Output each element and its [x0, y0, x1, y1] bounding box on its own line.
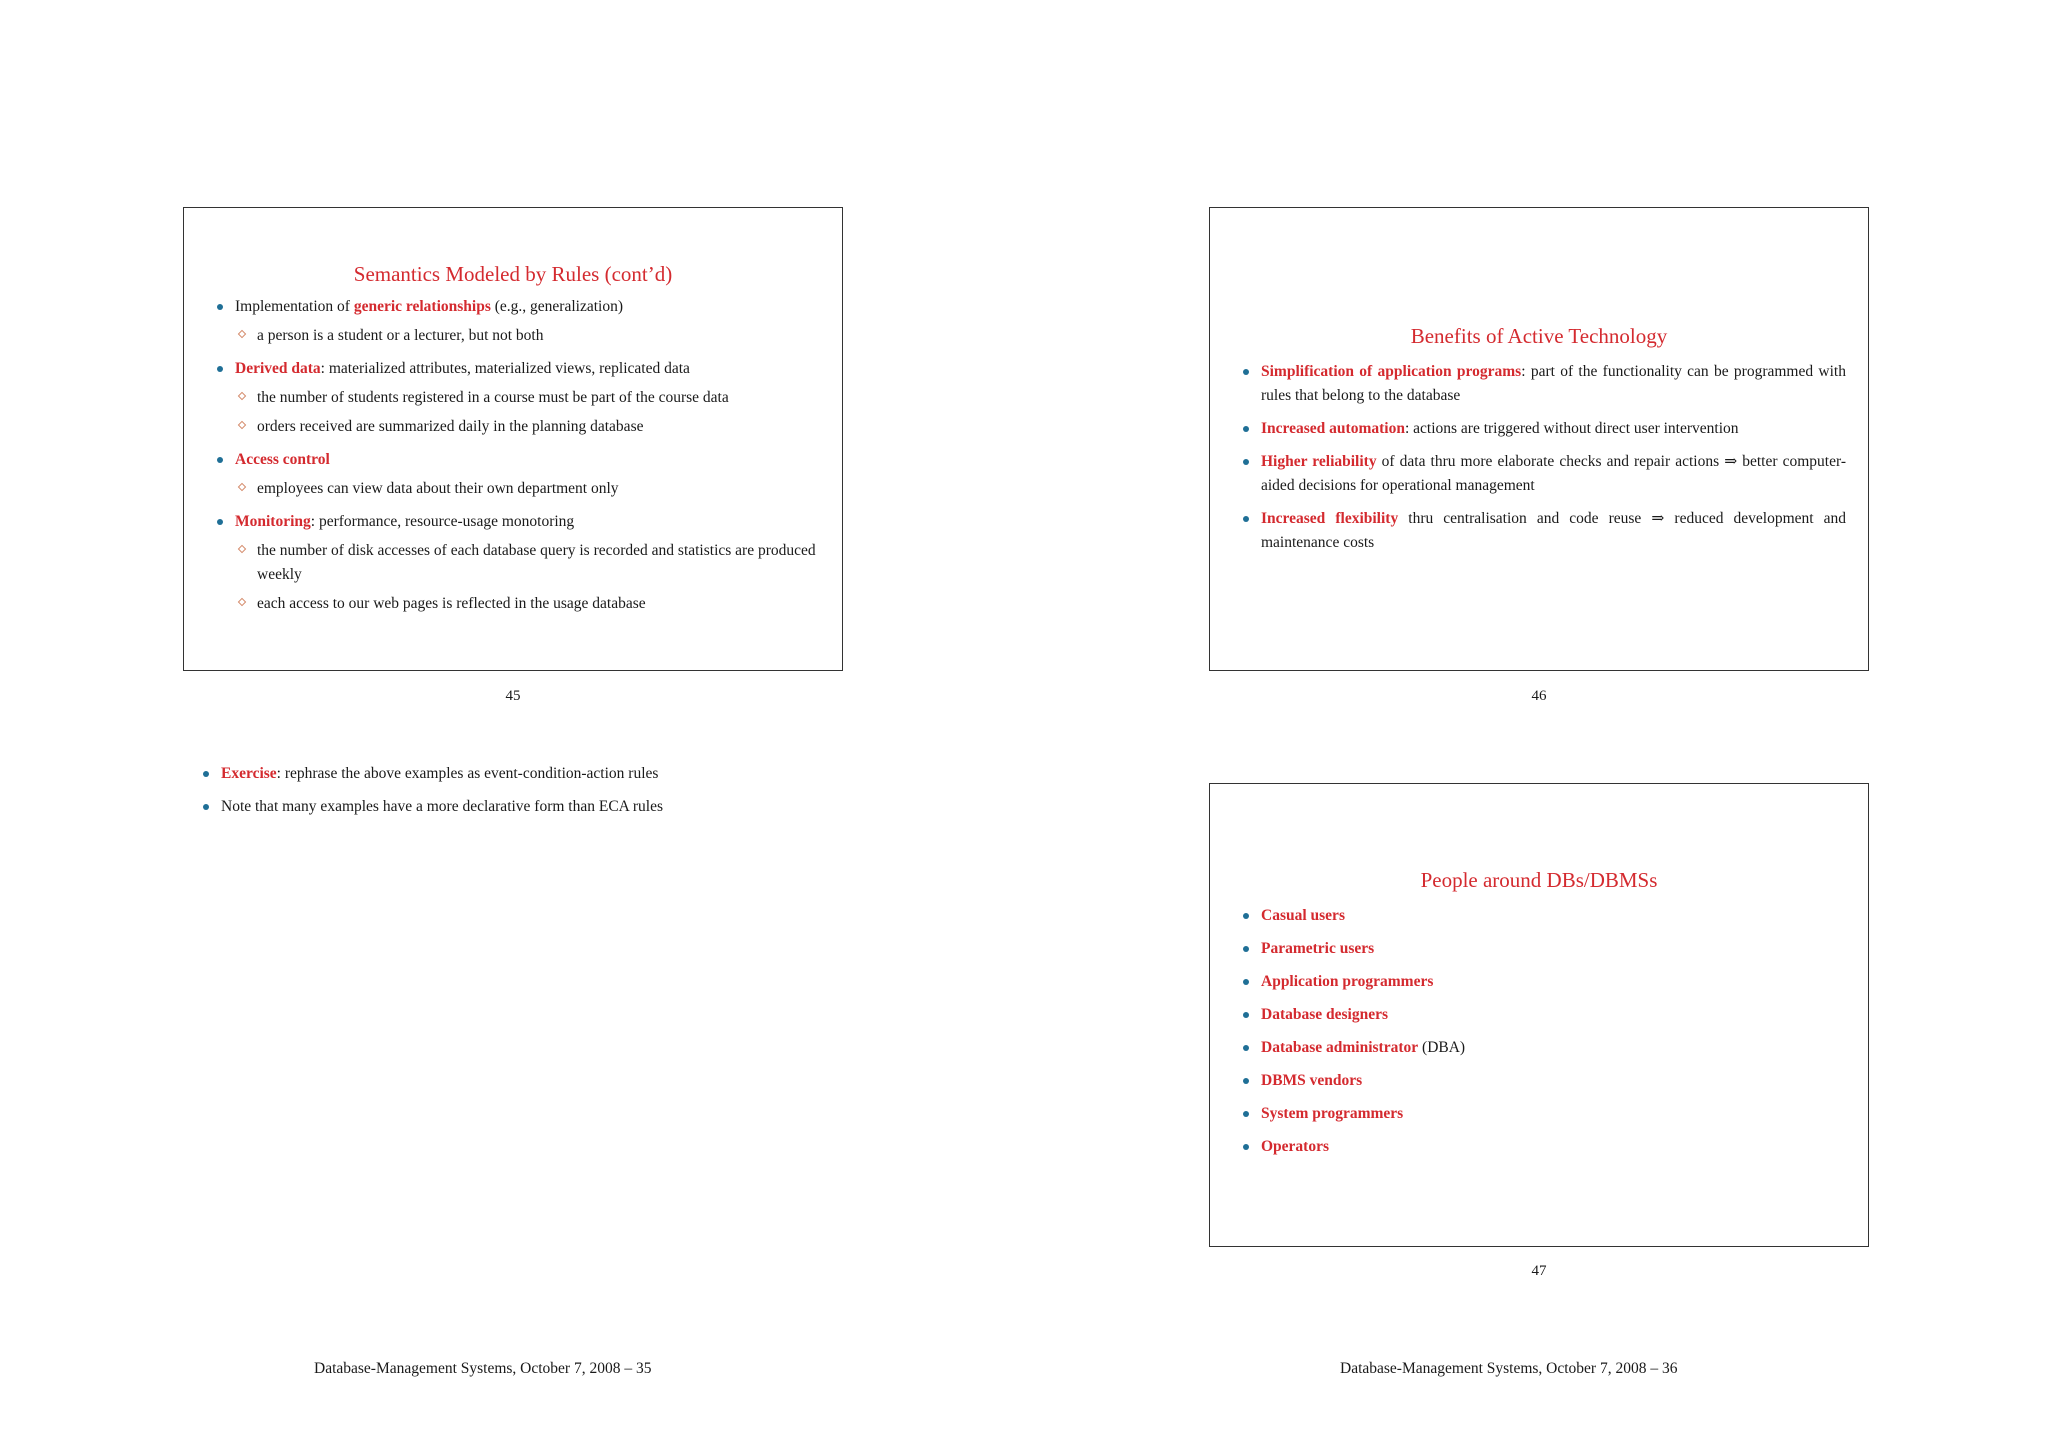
bullet-item: DBMS vendors	[1243, 1069, 1846, 1093]
note-item: Note that many examples have a more declarative form than ECA rules	[203, 795, 663, 819]
bullet-dot-icon	[1243, 1111, 1249, 1117]
footer-right: Database-Management Systems, October 7, 2008 – 36	[1340, 1360, 1678, 1377]
diamond-icon	[238, 421, 246, 429]
page-number: 46	[1531, 688, 1547, 704]
sub-item: orders received are summarized daily in the planning database	[217, 415, 820, 439]
bullet-dot-icon	[217, 457, 223, 463]
bullet-list	[1243, 360, 1846, 555]
slide-title: Benefits of Active Technology	[1410, 324, 1668, 348]
key-term: Access control	[235, 451, 330, 468]
notes-list	[203, 762, 663, 819]
bullet-item: Simplification of application programs: part of the functionality can be programmed with rules that belong to the database	[1243, 360, 1846, 408]
sub-item: employees can view data about their own department only	[217, 477, 820, 501]
key-term: Increased automation	[1261, 420, 1405, 437]
bullet-dot-icon	[1243, 516, 1249, 522]
sub-item: the number of disk accesses of each database query is recorded and statistics are produced weekly	[217, 539, 820, 587]
note-item: Exercise: rephrase the above examples as event-condition-action rules	[203, 762, 663, 786]
bullet-item: Monitoring: performance, resource-usage monotoring	[217, 510, 820, 534]
bullet-dot-icon	[217, 304, 223, 310]
diamond-icon	[238, 598, 246, 606]
slide-title: Semantics Modeled by Rules (cont’d)	[353, 262, 673, 286]
key-term: Monitoring	[235, 513, 311, 530]
bullet-dot-icon	[203, 804, 209, 810]
slide-47	[1209, 783, 1869, 1247]
diamond-icon	[238, 392, 246, 400]
bullet-item: Increased automation: actions are triggered without direct user intervention	[1243, 417, 1846, 441]
bullet-dot-icon	[1243, 369, 1249, 375]
bullet-dot-icon	[1243, 946, 1249, 952]
bullet-dot-icon	[1243, 913, 1249, 919]
bullet-dot-icon	[1243, 979, 1249, 985]
key-term: generic relationships	[353, 298, 491, 315]
bullet-item: Database designers	[1243, 1003, 1846, 1027]
bullet-dot-icon	[1243, 1144, 1249, 1150]
bullet-list	[217, 295, 820, 616]
bullet-dot-icon	[217, 519, 223, 525]
sub-item: a person is a student or a lecturer, but not both	[217, 324, 820, 348]
bullet-dot-icon	[1243, 459, 1249, 465]
bullet-dot-icon	[1243, 1045, 1249, 1051]
bullet-item: Database administrator (DBA)	[1243, 1036, 1846, 1060]
bullet-item: Increased flexibility thru centralisation and code reuse ⇒ reduced development and maintenance costs	[1243, 507, 1846, 555]
key-term: Simplification of application programs	[1261, 363, 1522, 380]
bullet-item: System programmers	[1243, 1102, 1846, 1126]
slide-45	[183, 207, 843, 671]
bullet-item: Casual users	[1243, 904, 1846, 928]
bullet-item: Implementation of generic relationships (e.g., generalization)	[217, 295, 820, 319]
sub-item: the number of students registered in a course must be part of the course data	[217, 386, 820, 410]
key-term: Higher reliability	[1261, 453, 1377, 470]
bullet-item: Operators	[1243, 1135, 1846, 1159]
key-term: Increased flexibility	[1261, 510, 1399, 527]
page-number: 45	[505, 688, 521, 704]
slide-46	[1209, 207, 1869, 671]
sub-item: each access to our web pages is reflected in the usage database	[217, 592, 820, 616]
bullet-dot-icon	[1243, 1078, 1249, 1084]
bullet-item: Application programmers	[1243, 970, 1846, 994]
footer-left: Database-Management Systems, October 7, 2008 – 35	[314, 1360, 652, 1377]
bullet-item: Higher reliability of data thru more elaborate checks and repair actions ⇒ better computer-aided decisions for operational management	[1243, 450, 1846, 498]
slide-title: People around DBs/DBMSs	[1420, 868, 1658, 892]
bullet-dot-icon	[1243, 1012, 1249, 1018]
diamond-icon	[238, 330, 246, 338]
bullet-item	[217, 448, 820, 472]
key-term: Derived data	[235, 360, 321, 377]
diamond-icon	[238, 483, 246, 491]
diamond-icon	[238, 545, 246, 553]
bullet-dot-icon	[203, 771, 209, 777]
key-term: Exercise	[221, 765, 277, 782]
bullet-dot-icon	[1243, 426, 1249, 432]
bullet-item: Parametric users	[1243, 937, 1846, 961]
bullet-item: Derived data: materialized attributes, materialized views, replicated data	[217, 357, 820, 381]
bullet-list	[1243, 904, 1846, 1159]
page-number: 47	[1531, 1263, 1547, 1279]
bullet-dot-icon	[217, 366, 223, 372]
